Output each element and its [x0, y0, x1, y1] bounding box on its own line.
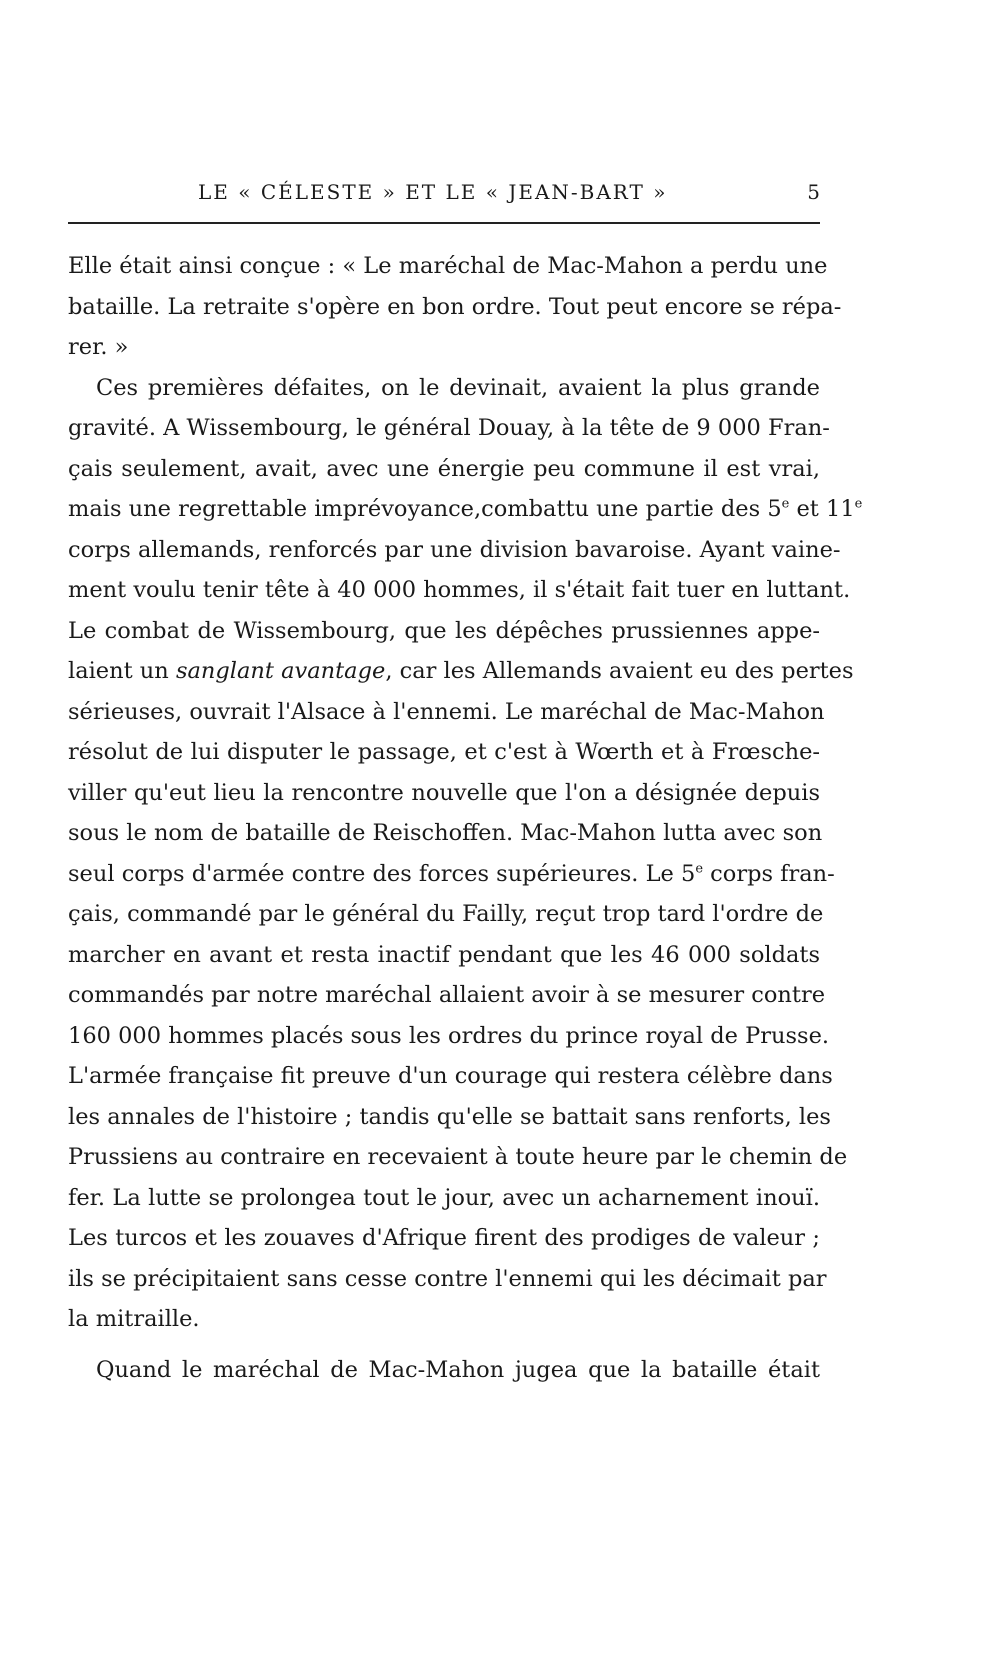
text-line: Le combat de Wissembourg, que les dépêches prussiennes appe- — [68, 617, 820, 644]
text-run: , car les Allemands avaient eu des pertes — [385, 658, 854, 684]
text-line: ils se précipitaient sans cesse contre l'ennemi qui les décimait par — [68, 1265, 827, 1292]
text-line: Les turcos et les zouaves d'Afrique firent des prodiges de valeur ; — [68, 1225, 820, 1251]
paragraph-first-line: Ces premières défaites, on le devinait, avaient la plus grande — [96, 374, 820, 401]
text-line: çais seulement, avait, avec une énergie peu commune il est vrai, — [68, 455, 820, 482]
text-line: rer. » — [68, 334, 129, 360]
running-head — [68, 180, 820, 210]
text-run: mais une regrettable imprévoyance,combattu une partie des 5 — [68, 496, 782, 522]
running-title: LE « CÉLESTE » ET LE « JEAN-BART » — [198, 180, 668, 204]
text-line: L'armée française fit preuve d'un courage qui restera célèbre dans — [68, 1063, 833, 1089]
text-run: seul corps d'armée contre des forces supérieures. Le 5 — [68, 860, 696, 887]
text-line: commandés par notre maréchal allaient avoir à se mesurer contre — [68, 982, 826, 1008]
text-line: sous le nom de bataille de Reischoffen. Mac-Mahon lutta avec son — [68, 820, 823, 846]
text-run: et 11 — [789, 496, 855, 522]
italic-phrase: sanglant avantage — [175, 658, 386, 684]
superscript: e — [854, 496, 863, 512]
text-line: bataille. La retraite s'opère en bon ordre. Tout peut encore se répa- — [68, 293, 842, 320]
text-line — [68, 489, 863, 530]
superscript: e — [781, 496, 790, 512]
text-line: gravité. A Wissembourg, le général Douay, à la tête de 9 000 Fran- — [68, 415, 830, 441]
text-line: 160 000 hommes placés sous les ordres du prince royal de Prusse. — [68, 1022, 830, 1049]
superscript: e — [695, 861, 704, 876]
text-line: çais, commandé par le général du Failly, reçut trop tard l'ordre de — [68, 901, 824, 927]
text-line: les annales de l'histoire ; tandis qu'elle se battait sans renforts, les — [68, 1103, 831, 1130]
text-line: corps allemands, renforcés par une division bavaroise. Ayant vaine- — [68, 536, 841, 563]
text-line: résolut de lui disputer le passage, et c'est à Wœrth et à Frœsche- — [68, 739, 820, 765]
text-line: viller qu'eut lieu la rencontre nouvelle que l'on a désignée depuis — [68, 779, 820, 806]
text-line: Prussiens au contraire en recevaient à toute heure par le chemin de — [68, 1144, 848, 1170]
text-line: Elle était ainsi conçue : « Le maréchal de Mac-Mahon a perdu une — [68, 253, 828, 279]
text-line: marcher en avant et resta inactif pendant que les 46 000 soldats — [68, 941, 820, 968]
text-line: ment voulu tenir tête à 40 000 hommes, il s'était fait tuer en luttant. — [68, 577, 851, 603]
header-rule — [68, 222, 820, 224]
paragraph-gap — [68, 1340, 820, 1350]
text-line: la mitraille. — [68, 1306, 200, 1332]
text-run: laient un — [68, 658, 176, 684]
text-line — [68, 854, 835, 895]
page-number: 5 — [807, 180, 820, 204]
text-line: fer. La lutte se prolongea tout le jour, avec un acharnement inouï. — [68, 1184, 820, 1211]
text-line — [68, 651, 854, 692]
text-run: corps fran- — [703, 860, 835, 887]
body-text — [68, 246, 863, 1390]
paragraph-first-line: Quand le maréchal de Mac-Mahon jugea que la bataille était — [96, 1356, 820, 1383]
text-line: sérieuses, ouvrait l'Alsace à l'ennemi. Le maréchal de Mac-Mahon — [68, 698, 825, 725]
